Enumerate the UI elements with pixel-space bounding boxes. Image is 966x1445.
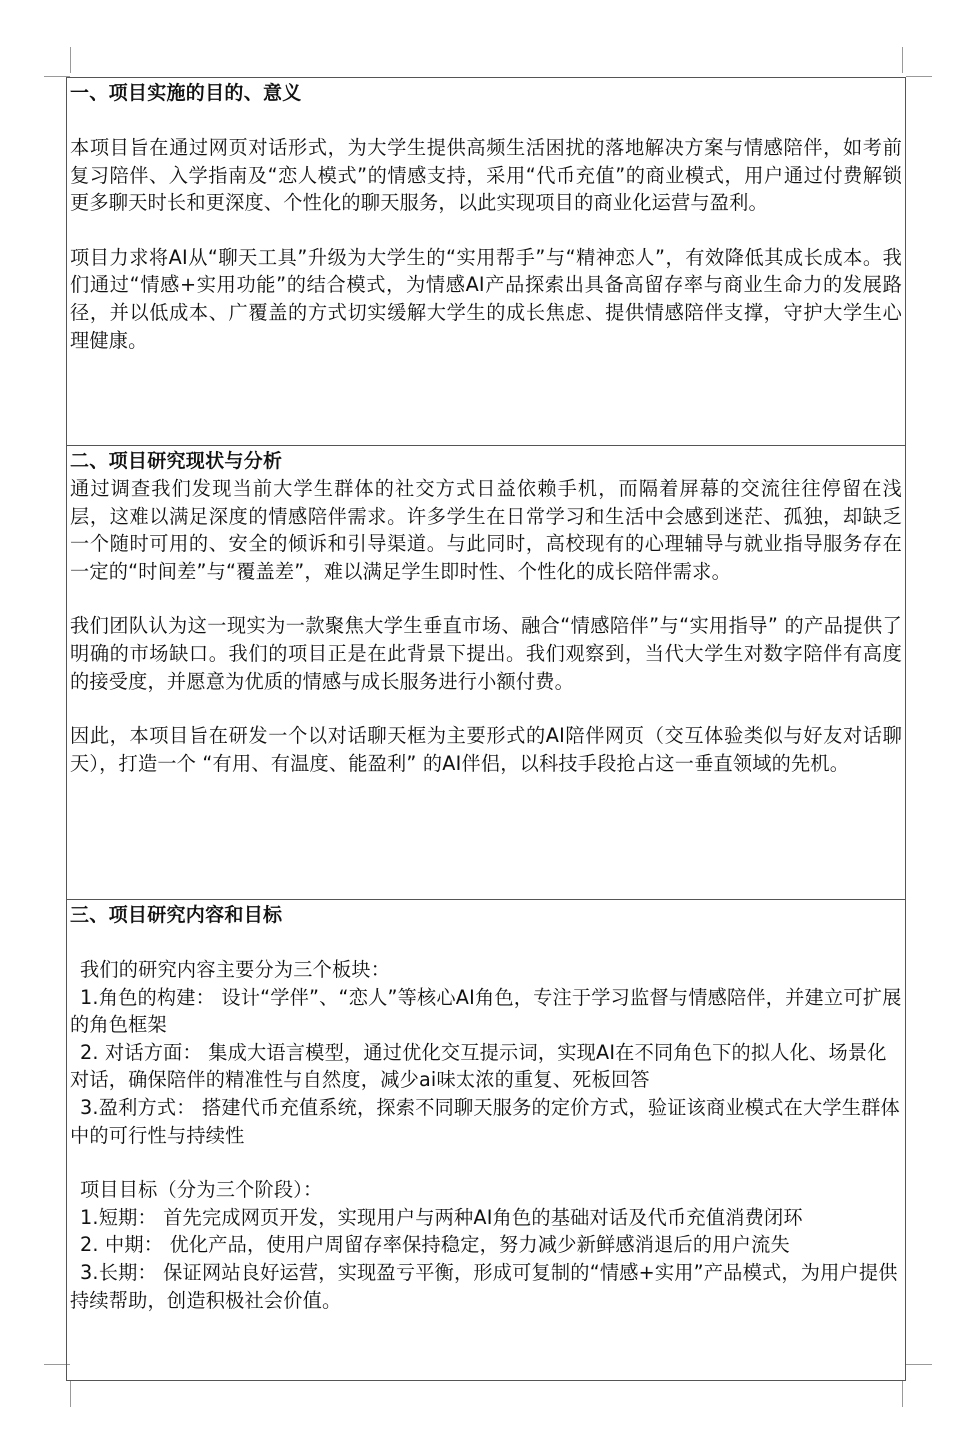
section-heading: 一、项目实施的目的、意义 [70, 82, 302, 104]
list-item [70, 984, 902, 1039]
crop-mark-bottom-right-h [906, 1364, 932, 1365]
section-content-goals [67, 900, 905, 1380]
crop-mark-top-right-h [906, 76, 932, 77]
list-item-text: 1.角色的构建： 设计“学伴”、“恋人”等核心AI角色，专注于学习监督与情感陪伴，并建立可扩展的角色框架 [70, 985, 902, 1037]
list-item [70, 1231, 902, 1259]
paragraph: 项目力求将AI从“聊天工具”升级为大学生的“实用帮手”与“精神恋人”，有效降低其成长成本。我们通过“情感+实用功能”的结合模式，为情感AI产品探索出具备高留存率与商业生命力的发展路径，并以低成本、广覆盖的方式切实缓解大学生的成长焦虑、提供情感陪伴支撑，守护大学生心理健康。 [70, 245, 902, 352]
list-item-text: 2. 中期： 优化产品，使用户周留存率保持稳定，努力减少新鲜感消退后的用户流失 [80, 1233, 790, 1257]
paragraph: 因此，本项目旨在研发一个以对话聊天框为主要形式的AI陪伴网页（交互体验类似与好友对话聊天），打造一个 “有用、有温度、能盈利” 的AI伴侣，以科技手段抢占这一垂直领域的先机。 [70, 724, 902, 775]
paragraph: 本项目旨在通过网页对话形式，为大学生提供高频生活困扰的落地解决方案与情感陪伴，如考前复习陪伴、入学指南及“恋人模式”的情感支持，采用“代币充值”的商业模式，用户通过付费解锁更多聊天时长和更深度、个性化的聊天服务，以此实现项目的商业化运营与盈利。 [70, 136, 902, 215]
crop-mark-top-left [70, 47, 71, 73]
list-item-text: 1.短期： 首先完成网页开发，实现用户与两种AI角色的基础对话及代币充值消费闭环 [80, 1205, 803, 1229]
list-item-text: 3.盈利方式： 搭建代币充值系统，探索不同聊天服务的定价方式，验证该商业模式在大学生群体中的可行性与持续性 [70, 1095, 900, 1147]
content-intro: 我们的研究内容主要分为三个板块： [80, 958, 391, 981]
paragraph: 通过调查我们发现当前大学生群体的社交方式日益依赖手机，而隔着屏幕的交流往往停留在浅层，这难以满足深度的情感陪伴需求。许多学生在日常学习和生活中会感到迷茫、孤独，却缺乏一个随时可用的、安全的倾诉和引导渠道。与此同时，高校现有的心理辅导与就业指导服务存在一定的“时间差”与“覆盖差”，难以满足学生即时性、个性化的成长陪伴需求。 [70, 477, 902, 583]
section-purpose [67, 78, 905, 446]
section-heading: 三、项目研究内容和目标 [70, 904, 283, 926]
list-item-text: 2. 对话方面： 集成大语言模型，通过优化交互提示词，实现AI在不同角色下的拟人化、场景化对话，确保陪伴的精准性与自然度，减少ai味太浓的重复、死板回答 [70, 1040, 887, 1092]
crop-mark-top-right [902, 47, 903, 73]
list-item-text: 3.长期： 保证网站良好运营，实现盈亏平衡，形成可复制的“情感+实用”产品模式，为用户提供持续帮助，创造积极社会价值。 [70, 1260, 898, 1312]
section-heading: 二、项目研究现状与分析 [70, 450, 283, 472]
section-status-analysis [67, 446, 905, 900]
crop-mark-bottom-right [902, 1381, 903, 1407]
document-table [66, 77, 906, 1381]
goals-intro: 项目目标（分为三个阶段）： [80, 1178, 323, 1202]
paragraph: 我们团队认为这一现实为一款聚焦大学生垂直市场、融合“情感陪伴”与“实用指导” 的产品提供了明确的市场缺口。我们的项目正是在此背景下提出。我们观察到，当代大学生对数字陪伴有高度的接受度，并愿意为优质的情感与成长服务进行小额付费。 [70, 614, 902, 693]
list-item [70, 1094, 902, 1149]
list-item [70, 1259, 902, 1314]
crop-mark-bottom-left [70, 1381, 71, 1407]
list-item [70, 1039, 902, 1094]
list-item [70, 1204, 902, 1232]
